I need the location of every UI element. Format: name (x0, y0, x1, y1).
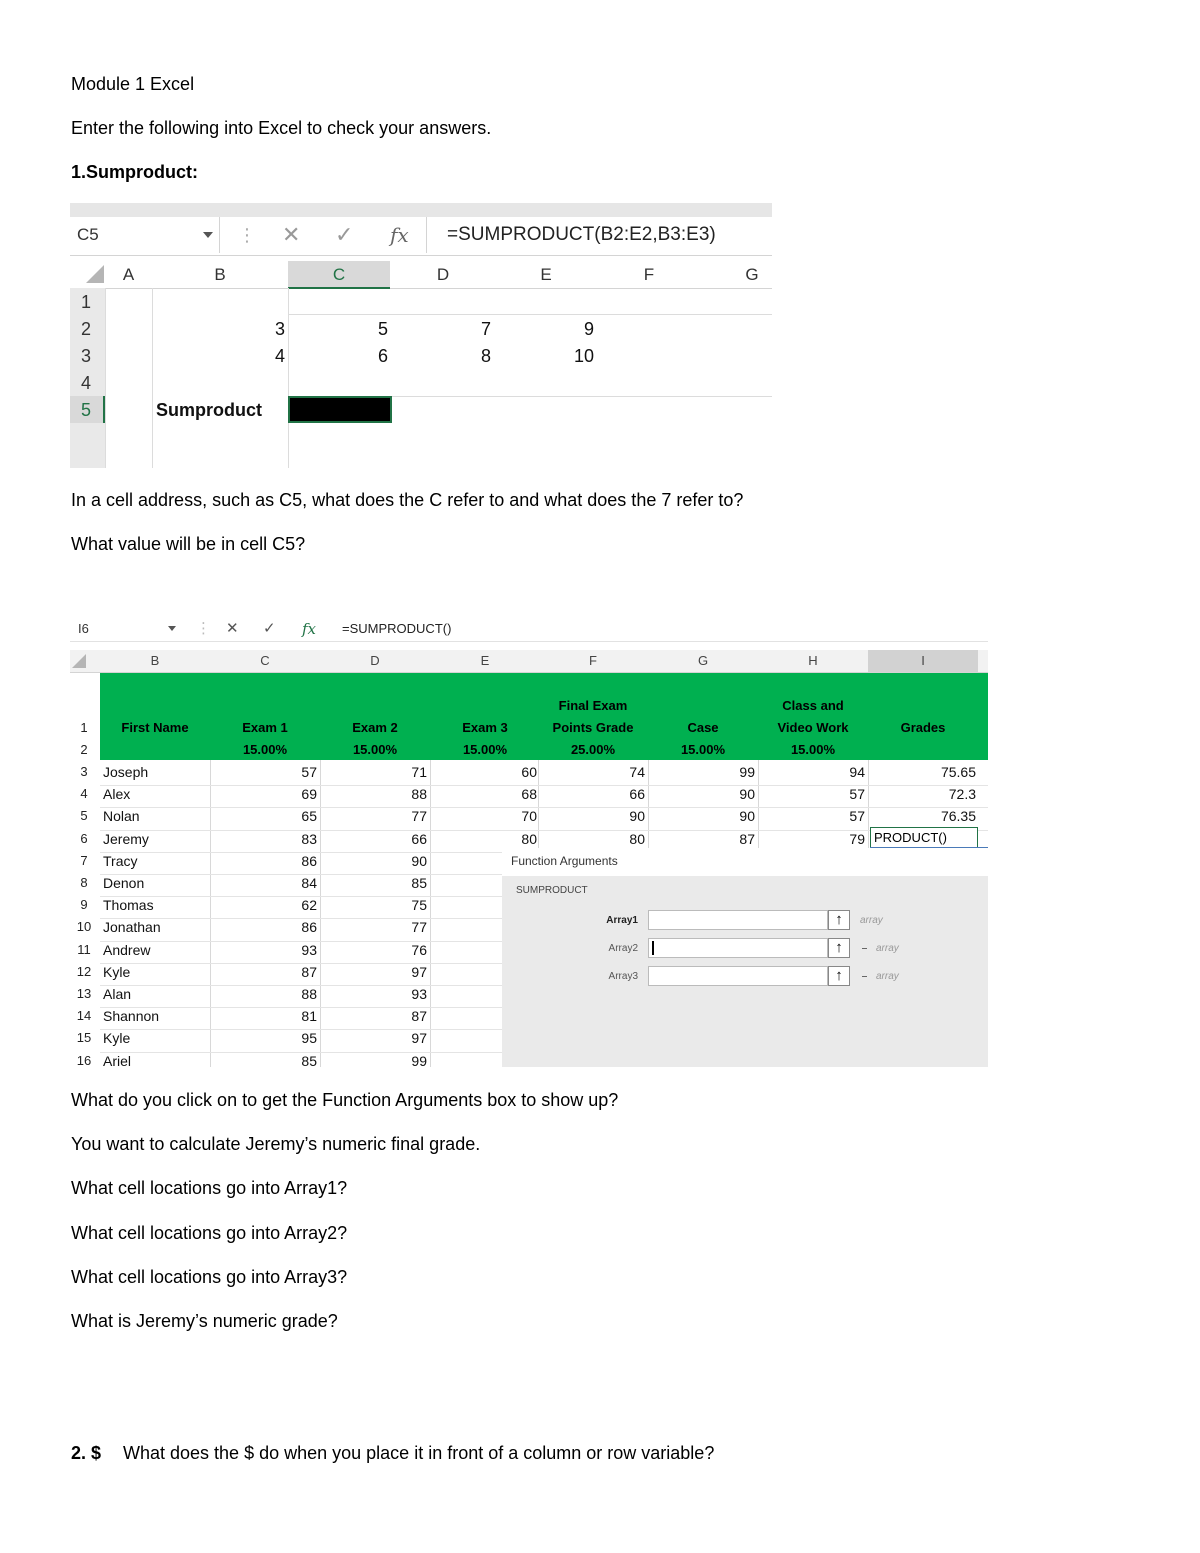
ribbon-strip (70, 203, 772, 217)
name-box[interactable]: I6 (78, 621, 89, 636)
array2-result: array (876, 943, 899, 954)
cell-score[interactable]: 79 (849, 830, 865, 847)
question-jeremy-grade-intro: You want to calculate Jeremy’s numeric final grade. (71, 1134, 481, 1154)
cell-score[interactable]: 80 (629, 830, 645, 847)
row-header-14[interactable]: 14 (76, 1008, 92, 1024)
cell-score[interactable]: 90 (629, 808, 645, 825)
formula-input[interactable]: =SUMPRODUCT() (342, 621, 452, 636)
col-header-e[interactable]: E (540, 265, 552, 284)
header-video-work: Video Work (777, 720, 849, 735)
cell-score[interactable]: 80 (521, 830, 537, 847)
confirm-icon[interactable]: ✓ (263, 620, 276, 637)
cell-score[interactable]: 93 (301, 941, 317, 958)
cell-first-name[interactable]: Kyle (103, 963, 131, 980)
grades-sheet-screenshot (70, 617, 988, 1067)
cell-first-name[interactable]: Ariel (103, 1052, 132, 1067)
array3-result: array (876, 971, 899, 982)
cell-score[interactable]: 71 (411, 764, 427, 780)
cell-grade[interactable]: 75.65 (940, 764, 976, 780)
cell-score[interactable]: 66 (411, 830, 427, 847)
cell-first-name[interactable]: Denon (103, 875, 145, 891)
row-header-1[interactable]: 1 (80, 292, 91, 312)
row-header-4[interactable]: 4 (80, 786, 88, 802)
insert-function-icon[interactable]: fx (302, 620, 317, 638)
doc-title: Module 1 Excel (71, 74, 195, 94)
question-c5-value: What value will be in cell C5? (71, 534, 306, 554)
row-header-3[interactable]: 3 (80, 346, 91, 366)
cell-score[interactable]: 85 (411, 875, 427, 891)
weight-exam2: 15.00% (352, 742, 398, 757)
cell-score[interactable]: 94 (849, 764, 865, 780)
equals-dash (862, 948, 867, 949)
dialog-function-name: SUMPRODUCT (516, 885, 588, 896)
cell-b3[interactable]: 4 (274, 346, 285, 366)
cell-score[interactable]: 86 (301, 919, 317, 936)
col-header-d[interactable]: D (370, 653, 380, 668)
cell-first-name[interactable]: Joseph (103, 764, 149, 780)
row-header-2[interactable]: 2 (80, 319, 91, 339)
cell-first-name[interactable]: Kyle (103, 1030, 131, 1047)
row-header-5[interactable]: 5 (80, 808, 88, 824)
insert-function-icon[interactable]: fx (390, 223, 409, 247)
cell-score[interactable]: 93 (411, 986, 427, 1002)
cell-score[interactable]: 84 (301, 875, 317, 891)
cell-score[interactable]: 87 (739, 830, 755, 847)
cell-grade[interactable]: 72.3 (948, 786, 976, 803)
cell-e2[interactable]: 9 (583, 319, 594, 339)
row-header-16[interactable]: 16 (76, 1052, 92, 1067)
cell-b2[interactable]: 3 (274, 319, 285, 339)
cell-score[interactable]: 70 (521, 808, 537, 825)
cell-first-name[interactable]: Nolan (103, 808, 140, 825)
cell-score[interactable]: 85 (301, 1052, 317, 1067)
cell-score[interactable]: 81 (301, 1008, 317, 1025)
section1-heading: 1.Sumproduct: (71, 162, 199, 182)
cell-first-name[interactable]: Andrew (103, 941, 151, 958)
cell-score[interactable]: 76 (411, 941, 427, 958)
array3-input[interactable] (648, 966, 828, 986)
question-array3: What cell locations go into Array3? (71, 1267, 348, 1287)
cell-first-name[interactable]: Alan (103, 986, 132, 1002)
col-header-b[interactable]: B (150, 653, 160, 668)
gridline (152, 288, 153, 468)
cell-score[interactable]: 88 (411, 786, 427, 803)
col-header-a[interactable]: A (122, 265, 135, 284)
col-header-e[interactable]: E (480, 653, 490, 668)
col-header-c[interactable]: C (260, 653, 270, 668)
cell-score[interactable]: 69 (301, 786, 317, 803)
chevron-down-icon[interactable] (203, 232, 213, 238)
cell-score[interactable]: 57 (301, 764, 317, 780)
header-case: Case (687, 720, 719, 735)
col-header-f[interactable]: F (589, 653, 597, 668)
collapse-arrow-icon[interactable]: ↑ (828, 938, 850, 958)
text-cursor (652, 941, 654, 955)
question-array2: What cell locations go into Array2? (71, 1223, 348, 1243)
cell-c3[interactable]: 6 (377, 346, 388, 366)
header-exam3: Exam 3 (462, 720, 508, 735)
gridline (288, 288, 289, 468)
cell-c5-selected[interactable] (288, 396, 392, 423)
row-header-6[interactable]: 6 (80, 830, 88, 846)
collapse-arrow-icon[interactable]: ↑ (828, 910, 850, 930)
cell-score[interactable]: 90 (739, 786, 755, 803)
cell-first-name[interactable]: Jonathan (103, 919, 161, 936)
collapse-arrow-icon[interactable]: ↑ (828, 966, 850, 986)
cell-score[interactable]: 90 (739, 808, 755, 825)
arg-label-array1: Array1 (606, 915, 638, 926)
cancel-icon[interactable]: ✕ (226, 620, 239, 637)
more-dots-icon: ⋮ (238, 225, 256, 245)
cell-score[interactable]: 90 (411, 852, 427, 869)
row-header-3[interactable]: 3 (80, 764, 88, 779)
more-dots-icon: ⋮ (196, 620, 211, 637)
row-header-2[interactable]: 2 (80, 742, 88, 757)
equals-dash (862, 976, 867, 977)
cell-d3[interactable]: 8 (480, 346, 491, 366)
header-exam2: Exam 2 (352, 720, 398, 735)
row-header-1[interactable]: 1 (80, 720, 88, 735)
row-header-9[interactable]: 9 (80, 897, 88, 913)
doc-intro: Enter the following into Excel to check your answers. (71, 118, 492, 138)
row-header-12[interactable]: 12 (76, 963, 92, 979)
formula-input[interactable]: =SUMPRODUCT(B2:E2,B3:E3) (426, 217, 772, 253)
cell-score[interactable]: 75 (411, 897, 427, 914)
question-cell-address: In a cell address, such as C5, what does the C refer to and what does the 7 refer to? (71, 490, 744, 510)
cell-score[interactable]: 87 (411, 1008, 427, 1025)
row-header-10[interactable]: 10 (76, 919, 92, 935)
cell-score[interactable]: 60 (521, 764, 537, 780)
cell-first-name[interactable]: Tracy (103, 852, 138, 869)
gridline (430, 760, 431, 1067)
weight-case: 15.00% (680, 742, 726, 757)
question-array1: What cell locations go into Array1? (71, 1178, 348, 1198)
cell-score[interactable]: 97 (411, 1030, 427, 1047)
col-header-h[interactable]: H (808, 653, 818, 668)
question-function-arguments: What do you click on to get the Function Arguments box to show up? (71, 1090, 619, 1110)
header-final-exam: Final Exam (558, 698, 628, 713)
cell-d2[interactable]: 7 (480, 319, 491, 339)
cell-e3[interactable]: 10 (573, 346, 594, 366)
header-class-and: Class and (782, 698, 844, 713)
row-header-5[interactable]: 5 (80, 400, 91, 420)
cell-score[interactable]: 88 (301, 986, 317, 1002)
select-all-corner[interactable] (86, 265, 104, 283)
cell-c2[interactable]: 5 (377, 319, 388, 339)
cell-score[interactable]: 99 (411, 1052, 427, 1067)
header-exam1: Exam 1 (242, 720, 288, 735)
col-header-b[interactable]: B (214, 265, 226, 284)
cell-score[interactable]: 97 (411, 963, 427, 980)
row-header-13[interactable]: 13 (76, 986, 92, 1001)
arg-label-array2: Array2 (608, 943, 638, 954)
cell-first-name[interactable]: Shannon (103, 1008, 160, 1025)
cell-score[interactable]: 87 (301, 963, 317, 980)
col-header-g[interactable]: G (745, 265, 759, 284)
gridline (288, 314, 772, 315)
header-grades: Grades (900, 720, 946, 735)
array1-input[interactable] (648, 910, 828, 930)
cell-score[interactable]: 83 (301, 830, 317, 847)
cell-b5-label[interactable]: Sumproduct (156, 400, 262, 420)
row-header-15[interactable]: 15 (76, 1030, 92, 1046)
col-header-g[interactable]: G (697, 653, 709, 668)
question-jeremy-grade: What is Jeremy’s numeric grade? (71, 1311, 338, 1331)
weight-video: 15.00% (790, 742, 836, 757)
row-header-7[interactable]: 7 (80, 852, 88, 868)
gridline (105, 288, 106, 468)
cell-score[interactable]: 77 (411, 808, 427, 825)
cell-first-name[interactable]: Jeremy (103, 830, 149, 847)
cell-score[interactable]: 57 (849, 808, 865, 825)
name-box[interactable]: C5 (70, 217, 220, 253)
chevron-down-icon[interactable] (168, 626, 176, 631)
weight-exam3: 15.00% (462, 742, 508, 757)
cell-score[interactable]: 62 (301, 897, 317, 914)
row-header-8[interactable]: 8 (80, 875, 88, 890)
cell-score[interactable]: 77 (411, 919, 427, 936)
cell-score[interactable]: 65 (301, 808, 317, 825)
sumproduct-sheet-screenshot (70, 203, 772, 468)
array1-result: array (860, 915, 883, 926)
cell-score[interactable]: 68 (521, 786, 537, 803)
weight-exam1: 15.00% (242, 742, 288, 757)
col-header-i[interactable]: I (921, 653, 925, 668)
confirm-icon[interactable]: ✓ (335, 222, 354, 247)
question-dollar-sign: What does the $ do when you place it in front of a column or row variable? (123, 1443, 715, 1463)
cell-score[interactable]: 66 (629, 786, 645, 803)
col-header-f[interactable]: F (643, 265, 655, 284)
cell-score[interactable]: 86 (301, 852, 317, 869)
cell-score[interactable]: 99 (739, 764, 755, 780)
dialog-title: Function Arguments (511, 854, 618, 868)
col-header-c[interactable]: C (332, 265, 346, 284)
section2-heading: 2. $ (71, 1443, 102, 1463)
arg-label-array3: Array3 (608, 971, 638, 982)
cell-first-name[interactable]: Alex (103, 786, 131, 803)
cell-score[interactable]: 95 (301, 1030, 317, 1047)
array2-input[interactable] (648, 938, 828, 958)
weight-final: 25.00% (570, 742, 616, 757)
cell-score[interactable]: 74 (629, 764, 645, 780)
header-first-name: First Name (121, 720, 189, 735)
select-all-corner[interactable] (72, 654, 86, 668)
header-points-grade: Points Grade (552, 720, 634, 735)
cell-score[interactable]: 57 (849, 786, 865, 803)
cancel-icon[interactable]: ✕ (282, 222, 301, 247)
cell-i6-editing[interactable]: PRODUCT() (870, 827, 978, 848)
row-header-11[interactable]: 11 (77, 941, 91, 957)
cell-first-name[interactable]: Thomas (103, 897, 154, 914)
col-header-d[interactable]: D (436, 265, 450, 284)
row-header-4[interactable]: 4 (80, 373, 91, 393)
cell-grade[interactable]: 76.35 (940, 808, 976, 825)
